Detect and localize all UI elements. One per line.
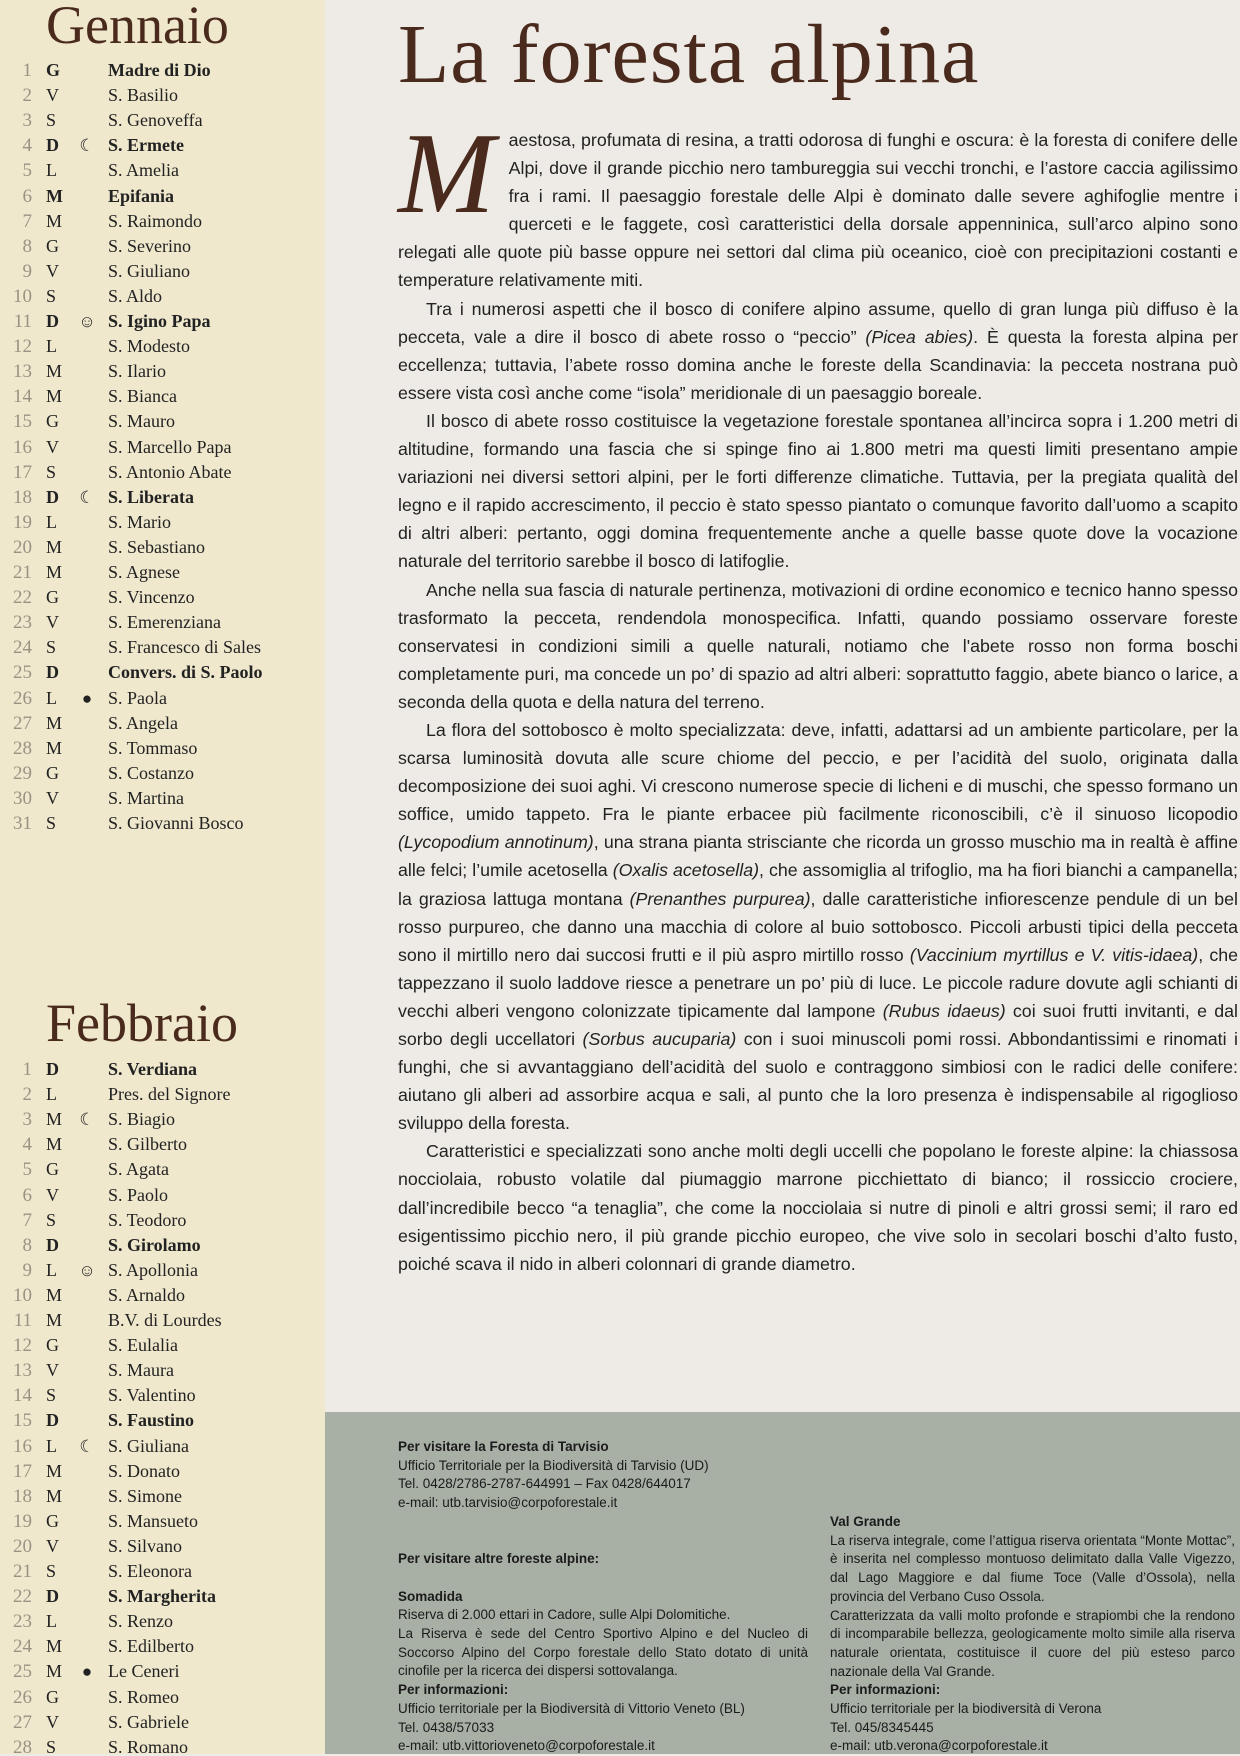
valgrande-office: Ufficio territoriale per la biodiversità di Verona [830, 1701, 1102, 1717]
calendar-day-row [0, 1358, 325, 1383]
paragraph-6: Caratteristici e specializzati sono anche molti degli uccelli che popolano le foreste alpine: la chiassosa nocciolaia, robusto volatile dal piumaggio marrone picchiettato di bianco; il rossiccio crociere, dall’incredibile becco “a tenaglia”, che come la nocciolaia si nutre di pinoli e altri grossi semi; il raro ed esigentissimo picchio nero, il più grande picchio europeo, che vive solo in secolari boschi d’alto fusto, poiché scava il nido in alberi colonnari di grande diametro. [398, 1141, 1238, 1274]
other-forests-heading: Per visitare altre foreste alpine: [398, 1551, 600, 1567]
day-number: 16 [13, 436, 32, 458]
day-number: 1 [22, 1059, 32, 1080]
weekday-letter: G [46, 1159, 59, 1180]
day-number: 22 [13, 587, 32, 609]
saint-name: S. Mauro [108, 411, 175, 432]
calendar-day-row [0, 460, 325, 485]
day-number: 18 [13, 486, 32, 508]
saint-name: S. Angela [108, 712, 178, 733]
weekday-letter: L [46, 1611, 57, 1632]
paragraph-text: , che tappezzano il suolo laddove riesce a penetrare un po’ più di luce. Le piccole radure dovute agli schianti di vecchi alberi vengono colonizzate tipicamente dal lampone [398, 944, 1238, 1021]
moon-phase-icon: ● [81, 688, 93, 708]
calendar-day-row [0, 435, 325, 460]
day-number: 7 [22, 1209, 32, 1231]
weekday-letter: D [46, 486, 59, 507]
weekday-letter: L [46, 511, 57, 532]
paragraph-text: con i suoi minuscoli pomi rossi. Abbondantissimi e rinomati i funghi, che si avvantaggiano dell’acidità del suolo e contraggono simbiosi con le radici delle conifere: aiutano gli alberi ad assorbire acqua e sali, al punto che la loro presenza è indispensabile al rigoglioso sviluppo della foresta. [398, 1029, 1238, 1134]
weekday-letter: G [46, 1335, 59, 1356]
species-name: (Lycopodium annotinum) [398, 832, 594, 853]
weekday-letter: S [46, 637, 57, 658]
species-name: (Vaccinium myrtillus e V. vitis-idaea) [909, 944, 1199, 965]
calendar-day-row [0, 1584, 325, 1609]
day-number: 9 [22, 1259, 32, 1281]
weekday-letter: M [46, 210, 63, 231]
day-number: 21 [13, 562, 32, 583]
weekday-letter: M [46, 1661, 63, 1682]
valgrande-tel: Tel. 045/8345445 [830, 1719, 934, 1735]
calendar-day-row [0, 585, 325, 610]
day-number: 11 [13, 1310, 32, 1331]
saint-name: S. Mansueto [108, 1510, 198, 1531]
weekday-letter: G [46, 1510, 59, 1531]
saint-name: S. Paola [108, 687, 168, 708]
weekday-letter: D [46, 1410, 59, 1431]
valgrande-heading: Val Grande [830, 1514, 901, 1529]
weekday-letter: M [46, 712, 63, 733]
day-number: 24 [13, 637, 32, 659]
calendar-day-row [0, 1634, 325, 1659]
day-number: 30 [13, 787, 32, 809]
weekday-letter: D [46, 311, 59, 331]
saint-name: S. Severino [108, 235, 191, 256]
calendar-day-row [0, 610, 325, 635]
saint-name: S. Modesto [108, 336, 191, 357]
weekday-letter: L [46, 160, 57, 181]
somadida-text: Riserva di 2.000 ettari in Cadore, sulle Alpi Dolomitiche. [398, 1607, 731, 1623]
saint-name: S. Eulalia [108, 1335, 178, 1356]
saint-name: S. Ermete [108, 135, 184, 156]
weekday-letter: M [46, 1109, 63, 1130]
saint-name: S. Genoveffa [108, 110, 203, 131]
calendar-day-row [0, 184, 325, 209]
calendar-day-row [0, 1434, 325, 1459]
calendar-day-row [0, 1484, 325, 1509]
day-number: 2 [22, 85, 32, 107]
saint-name: S. Aldo [108, 285, 163, 306]
day-number: 17 [13, 461, 32, 483]
weekday-letter: M [46, 1485, 63, 1506]
day-number: 27 [13, 712, 32, 734]
somadida-text-2: La Riserva è sede del Centro Sportivo Alpino e del Nucleo di Soccorso Alpino del Corpo forestale dello Stato dotato di unità cinofile per la ricerca dei dispersi sottovalanga. [398, 1625, 808, 1679]
saint-name: S. Raimondo [108, 210, 203, 231]
day-number: 20 [13, 1535, 32, 1557]
saint-name: Le Ceneri [108, 1661, 180, 1682]
day-number: 10 [13, 1284, 32, 1306]
weekday-letter: V [46, 85, 59, 106]
drop-cap: M [398, 110, 495, 238]
weekday-letter: V [46, 436, 59, 457]
calendar-day-row [0, 660, 325, 685]
weekday-letter: G [46, 587, 59, 608]
day-number: 7 [22, 210, 32, 232]
weekday-letter: M [46, 1310, 63, 1330]
weekday-letter: S [46, 1209, 57, 1230]
day-number: 4 [22, 135, 32, 157]
tarvisio-email[interactable]: e-mail: utb.tarvisio@corpoforestale.it [398, 1495, 618, 1511]
saint-name: S. Costanzo [108, 762, 195, 783]
paragraph-1 [398, 110, 1238, 295]
paragraph-text: , una strana pianta strisciante che ricorda un grosso muschio ma in realtà è affine alle felci; l’umile acetosella [398, 832, 1238, 881]
species-name: (Sorbus aucuparia) [582, 1029, 737, 1049]
day-number: 24 [13, 1636, 32, 1658]
day-number: 22 [13, 1586, 32, 1608]
day-number: 3 [22, 1109, 32, 1131]
saint-name: S. Mario [108, 511, 171, 532]
day-number: 13 [13, 1360, 32, 1382]
paragraph-3: Il bosco di abete rosso costituisce la vegetazione forestale spontanea all’incirca sopra i 1.200 metri di altitudine, formando una fascia che si spinge fino ai 1.800 metri ma questi limiti presentano ampie variazioni nei diversi settori alpini, per le forti differenze climatiche. Tuttavia, per la pregiata qualità del legno e il rapido accrescimento, il peccio è stato spesso piantato o comunque favorito dall’uomo a scapito di altri alberi: pertanto, oggi domina frequentemente anche a quelle basse quote dove la vocazione naturale del territorio sarebbe il bosco di latifoglie. [398, 410, 1238, 572]
calendar-day-row [0, 334, 325, 359]
paragraph-text: . È questa la foresta alpina per eccellenza; tuttavia, l’abete rosso domina anche le foreste della Scandinavia: la pecceta nostrana può essere vista così anche come “isola” meridionale di un paesaggio boreale. [398, 326, 1238, 403]
month-title-febbraio: Febbraio [46, 993, 238, 1053]
day-number: 17 [13, 1460, 32, 1482]
saint-name: S. Liberata [108, 486, 195, 507]
saint-name: S. Bianca [108, 386, 177, 407]
saint-name: Madre di Dio [108, 60, 211, 80]
saint-name: S. Apollonia [108, 1259, 199, 1280]
day-number: 31 [13, 813, 32, 834]
tarvisio-office: Ufficio Territoriale per la Biodiversità di Tarvisio (UD) [398, 1457, 709, 1473]
species-name: (Oxalis acetosella) [612, 860, 760, 881]
calendar-day-row [0, 1258, 325, 1283]
saint-name: S. Eleonora [108, 1561, 192, 1581]
saint-name: S. Marcello Papa [108, 436, 232, 457]
weekday-letter: M [46, 185, 63, 206]
calendar-day-row [0, 259, 325, 284]
day-number: 4 [22, 1134, 32, 1156]
saint-name: S. Biagio [108, 1109, 176, 1130]
saint-name: Epifania [108, 185, 175, 206]
calendar-day-row [0, 1107, 325, 1132]
calendar-day-row [0, 736, 325, 761]
saint-name: S. Simone [108, 1485, 183, 1506]
day-number: 26 [13, 687, 32, 709]
calendar-day-row [0, 1132, 325, 1157]
day-number: 28 [13, 737, 32, 759]
weekday-letter: V [46, 1360, 59, 1381]
valgrande-info-heading: Per informazioni: [830, 1682, 941, 1698]
saint-name: S. Renzo [108, 1611, 173, 1632]
weekday-letter: V [46, 787, 59, 808]
weekday-letter: D [46, 1586, 59, 1607]
saint-name: S. Silvano [108, 1535, 183, 1556]
day-number: 6 [22, 185, 32, 207]
saint-name: S. Gilberto [108, 1134, 187, 1155]
paragraph-text: Tra i numerosi aspetti che il bosco di conifere alpino assume, quello di gran lunga più diffuso è la pecceta, vale a dire il bosco di abete rosso o “peccio” [398, 298, 1238, 347]
saint-name: S. Gabriele [108, 1711, 189, 1732]
day-number: 23 [13, 612, 32, 634]
saint-name: S. Igino Papa [108, 311, 211, 331]
weekday-letter: M [46, 1284, 63, 1305]
article-body [398, 110, 1238, 1278]
weekday-letter: L [46, 1084, 57, 1105]
calendar-day-row [0, 786, 325, 811]
calendar-day-row [0, 1408, 325, 1433]
day-number: 14 [13, 386, 32, 408]
paragraph-4: Anche nella sua fascia di naturale pertinenza, motivazioni di ordine economico e tecnico hanno spesso trasformato la pecceta, rendendola monospecifica. Infatti, quando possiamo osservare foreste conservatesi in condizioni simili a quelle naturali, notiamo che l'abete rosso non forma boschi completamente puri, ma concede un po’ di spazio ad altri alberi: soprattutto faggio, abete bianco o larice, a seconda della quota e della natura del terreno. [398, 579, 1238, 712]
day-number: 1 [22, 60, 32, 81]
weekday-letter: L [46, 336, 57, 357]
moon-phase-icon: ☾ [79, 136, 95, 156]
day-number: 5 [22, 160, 32, 182]
species-name: (Picea abies) [865, 326, 974, 347]
calendar-day-row [0, 1283, 325, 1308]
saint-name: S. Amelia [108, 160, 179, 181]
info-right-column [830, 1513, 1235, 1756]
saint-name: S. Girolamo [108, 1234, 201, 1255]
calendar-day-row [0, 811, 325, 836]
saint-name: B.V. di Lourdes [108, 1310, 222, 1330]
calendar-day-row [0, 711, 325, 736]
saint-name: S. Vincenzo [108, 587, 195, 608]
weekday-letter: G [46, 1686, 59, 1707]
day-number: 28 [13, 1736, 32, 1754]
moon-phase-icon: ● [81, 1662, 93, 1682]
calendar-day-row [0, 1459, 325, 1484]
somadida-email[interactable]: e-mail: utb.vittorioveneto@corpoforestale.it [398, 1738, 655, 1754]
saint-name: S. Agnese [108, 562, 180, 582]
day-number: 25 [13, 662, 32, 684]
weekday-letter: D [46, 662, 59, 683]
calendar-day-row [0, 1082, 325, 1107]
day-number: 25 [13, 1661, 32, 1683]
saint-name: S. Valentino [108, 1385, 196, 1406]
species-name: (Rubus idaeus) [882, 1000, 1006, 1021]
day-number: 16 [13, 1435, 32, 1457]
weekday-letter: G [46, 60, 61, 80]
saint-name: S. Margherita [108, 1586, 216, 1607]
saint-name: S. Giuliana [108, 1435, 189, 1456]
saint-name: S. Arnaldo [108, 1284, 186, 1305]
somadida-info-heading: Per informazioni: [398, 1682, 509, 1698]
calendar-day-row [0, 635, 325, 660]
day-number: 29 [13, 762, 32, 784]
day-number: 21 [13, 1561, 32, 1582]
day-number: 20 [13, 536, 32, 558]
calendar-day-row [0, 1208, 325, 1233]
calendar-day-row [0, 83, 325, 108]
saint-name: S. Emerenziana [108, 612, 221, 633]
saint-name: S. Antonio Abate [108, 461, 232, 482]
somadida-heading: Somadida [398, 1588, 463, 1604]
calendar-day-row [0, 1308, 325, 1333]
weekday-letter: L [46, 687, 57, 708]
day-number: 11 [13, 311, 32, 332]
weekday-letter: V [46, 1535, 59, 1556]
weekday-letter: M [46, 386, 63, 407]
calendar-day-row [0, 1735, 325, 1754]
day-number: 27 [13, 1711, 32, 1733]
paragraph-2 [398, 295, 1238, 407]
day-number: 8 [22, 235, 32, 257]
weekday-letter: M [46, 536, 63, 557]
weekday-letter: V [46, 1711, 59, 1732]
somadida-office: Ufficio territoriale per la Biodiversità di Vittorio Veneto (BL) [398, 1700, 745, 1716]
weekday-letter: V [46, 1184, 59, 1205]
saint-name: S. Faustino [108, 1410, 195, 1431]
day-number: 19 [13, 1510, 32, 1532]
saint-name: S. Sebastiano [108, 536, 205, 557]
tarvisio-heading: Per visitare la Foresta di Tarvisio [398, 1439, 609, 1454]
moon-phase-icon: ☺ [78, 1260, 96, 1280]
calendar-day-row [0, 158, 325, 183]
day-number: 8 [22, 1234, 32, 1256]
calendar-day-row [0, 1183, 325, 1208]
saint-name: S. Basilio [108, 85, 179, 106]
calendar-day-row [0, 1609, 325, 1634]
paragraph-5 [398, 716, 1238, 1137]
calendar-day-row [0, 309, 325, 334]
moon-phase-icon: ☾ [79, 1436, 95, 1456]
paragraph-text: , dalle caratteristiche infiorescenze pendule di un bel rosso purpureo, che danno una macchia di colore al buio sottobosco. Piccoli arbusti tipici della pecceta sono il mirtillo nero dai succosi frutti e il più aspro mirtillo rosso [398, 888, 1238, 965]
weekday-letter: M [46, 562, 63, 582]
weekday-letter: D [46, 1059, 59, 1079]
calendar-day-row [0, 510, 325, 535]
paragraph-text: La flora del sottobosco è molto specializzata: deve, infatti, adattarsi ad un ambiente particolare, per la scarsa luminosità dovuta alle scure chiome del peccio, e per l’acidità del suolo, originata dalla decomposizione dei suoi aghi. Vi crescono numerose specie di licheni e di muschi, che spesso formano un soffice, umido tappeto. Fra le piante erbacee più facilmente riconoscibili, c’è il sinuoso licopodio [398, 719, 1238, 825]
paragraph-text: aestosa, profumata di resina, a tratti odorosa di funghi e oscura: è la foresta di conifere delle Alpi, dove il grande picchio nero tambureggia sui vecchi tronchi, e l’astore caccia agilissimo fra i rami. Il paesaggio forestale delle Alpi è dominato dalle severe aghifoglie mentre i querceti e le faggete, così caratteristici della dorsale appenninica, sull’arco alpino sono relegati alle quote più basse oppure nei settori dal clima più oceanico, cioè con precipitazioni costanti e temperature relativamente miti. [398, 130, 1238, 291]
calendar-day-row [0, 1509, 325, 1534]
moon-phase-icon: ☾ [79, 487, 95, 507]
somadida-tel: Tel. 0438/57033 [398, 1719, 495, 1735]
calendar-day-row [0, 1383, 325, 1408]
calendar-day-row [0, 58, 325, 83]
day-number: 12 [13, 336, 32, 358]
day-number: 6 [22, 1184, 32, 1206]
weekday-letter: L [46, 1435, 57, 1456]
day-number: 15 [13, 411, 32, 433]
weekday-letter: M [46, 1134, 63, 1155]
weekday-letter: L [46, 1259, 57, 1280]
weekday-letter: S [46, 1385, 57, 1406]
info-left-column [398, 1438, 808, 1756]
saint-name: S. Francesco di Sales [108, 637, 261, 658]
calendar-day-row [0, 1534, 325, 1559]
saint-name: S. Maura [108, 1360, 174, 1381]
weekday-letter: S [46, 285, 57, 306]
calendar-day-row [0, 1710, 325, 1735]
weekday-letter: S [46, 813, 57, 833]
day-number: 12 [13, 1335, 32, 1357]
weekday-letter: M [46, 361, 63, 382]
day-number: 23 [13, 1611, 32, 1633]
calendar-day-row [0, 1659, 325, 1684]
saint-name: S. Martina [108, 787, 184, 808]
day-number: 26 [13, 1686, 32, 1708]
day-number: 18 [13, 1485, 32, 1507]
saint-name: S. Romano [108, 1736, 189, 1754]
calendar-day-row [0, 409, 325, 434]
calendar-day-row [0, 485, 325, 510]
valgrande-email[interactable]: e-mail: utb.verona@corpoforestale.it [830, 1738, 1048, 1754]
day-number: 15 [13, 1410, 32, 1432]
calendar-day-row [0, 234, 325, 259]
calendar-day-row [0, 686, 325, 711]
day-number: 2 [22, 1084, 32, 1106]
page-title: La foresta alpina [398, 8, 980, 101]
calendar-day-row [0, 284, 325, 309]
weekday-letter: M [46, 1460, 63, 1481]
saint-name: S. Verdiana [108, 1059, 198, 1079]
info-box [325, 1412, 1240, 1754]
saint-name: S. Agata [108, 1159, 169, 1180]
tarvisio-tel: Tel. 0428/2786-2787-644991 – Fax 0428/644017 [398, 1476, 691, 1492]
weekday-letter: V [46, 260, 59, 281]
calendar-day-row [0, 1057, 325, 1082]
weekday-letter: S [46, 461, 57, 482]
calendar-day-row [0, 1233, 325, 1258]
saint-name: S. Tommaso [108, 737, 198, 758]
weekday-letter: D [46, 135, 59, 156]
day-number: 3 [22, 110, 32, 132]
calendar-column [0, 0, 325, 1754]
weekday-letter: V [46, 612, 59, 633]
saint-name: S. Paolo [108, 1184, 169, 1205]
weekday-letter: M [46, 1636, 63, 1657]
paragraph-text: coi suoi frutti invitanti, e dal sorbo degli uccellatori [398, 1000, 1238, 1049]
paragraph-text: , che assomiglia al trifoglio, ma ha fiori bianchi a campanella; la graziosa lattuga montana [398, 860, 1238, 909]
day-number: 9 [22, 260, 32, 282]
saint-name: S. Teodoro [108, 1209, 187, 1230]
valgrande-text-2: Caratterizzata da valli molto profonde e strapiombi che la rendono di incomparabile bellezza, geologicamente molto simile alla riserva naturale orientata, costituisce il cuore del più esteso parco nazionale della Val Grande. [830, 1607, 1235, 1679]
calendar-day-row [0, 108, 325, 133]
weekday-letter: D [46, 1234, 59, 1255]
calendar-day-row [0, 209, 325, 234]
calendar-day-row [0, 1333, 325, 1358]
species-name: (Prenanthes purpurea) [629, 888, 811, 909]
day-number: 10 [13, 285, 32, 307]
weekday-letter: M [46, 737, 63, 758]
saint-name: Convers. di S. Paolo [108, 662, 263, 683]
weekday-letter: S [46, 1561, 57, 1581]
month-title-gennaio: Gennaio [46, 0, 229, 55]
day-number: 13 [13, 361, 32, 383]
calendar-day-row [0, 359, 325, 384]
calendar-day-row [0, 384, 325, 409]
calendar-day-row [0, 1559, 325, 1584]
calendar-day-row [0, 1685, 325, 1710]
day-number: 19 [13, 511, 32, 533]
saint-name: S. Giovanni Bosco [108, 813, 244, 833]
saint-name: Pres. del Signore [108, 1084, 231, 1105]
calendar-day-row [0, 535, 325, 560]
moon-phase-icon: ☺ [78, 312, 96, 331]
weekday-letter: G [46, 235, 59, 256]
saint-name: S. Donato [108, 1460, 180, 1481]
saint-name: S. Giuliano [108, 260, 191, 281]
saint-name: S. Romeo [108, 1686, 180, 1707]
calendar-day-row [0, 761, 325, 786]
day-number: 5 [22, 1159, 32, 1181]
weekday-letter: G [46, 762, 59, 783]
calendar-day-row [0, 133, 325, 158]
day-number: 14 [13, 1385, 32, 1407]
saint-name: S. Edilberto [108, 1636, 194, 1657]
weekday-letter: G [46, 411, 59, 432]
calendar-day-row [0, 560, 325, 585]
weekday-letter: S [46, 110, 57, 131]
moon-phase-icon: ☾ [79, 1110, 95, 1130]
valgrande-text: La riserva integrale, come l’attigua riserva orientata “Monte Mottac”, è inserita nel complesso montuoso delimitato dalla Valle Vigezzo, dal Lago Maggiore e dal fiume Toce (Valle d’Ossola), nella provincia del Verbano Cuso Ossola. [830, 1532, 1235, 1604]
saint-name: S. Ilario [108, 361, 166, 382]
weekday-letter: S [46, 1736, 57, 1754]
calendar-day-row [0, 1157, 325, 1182]
